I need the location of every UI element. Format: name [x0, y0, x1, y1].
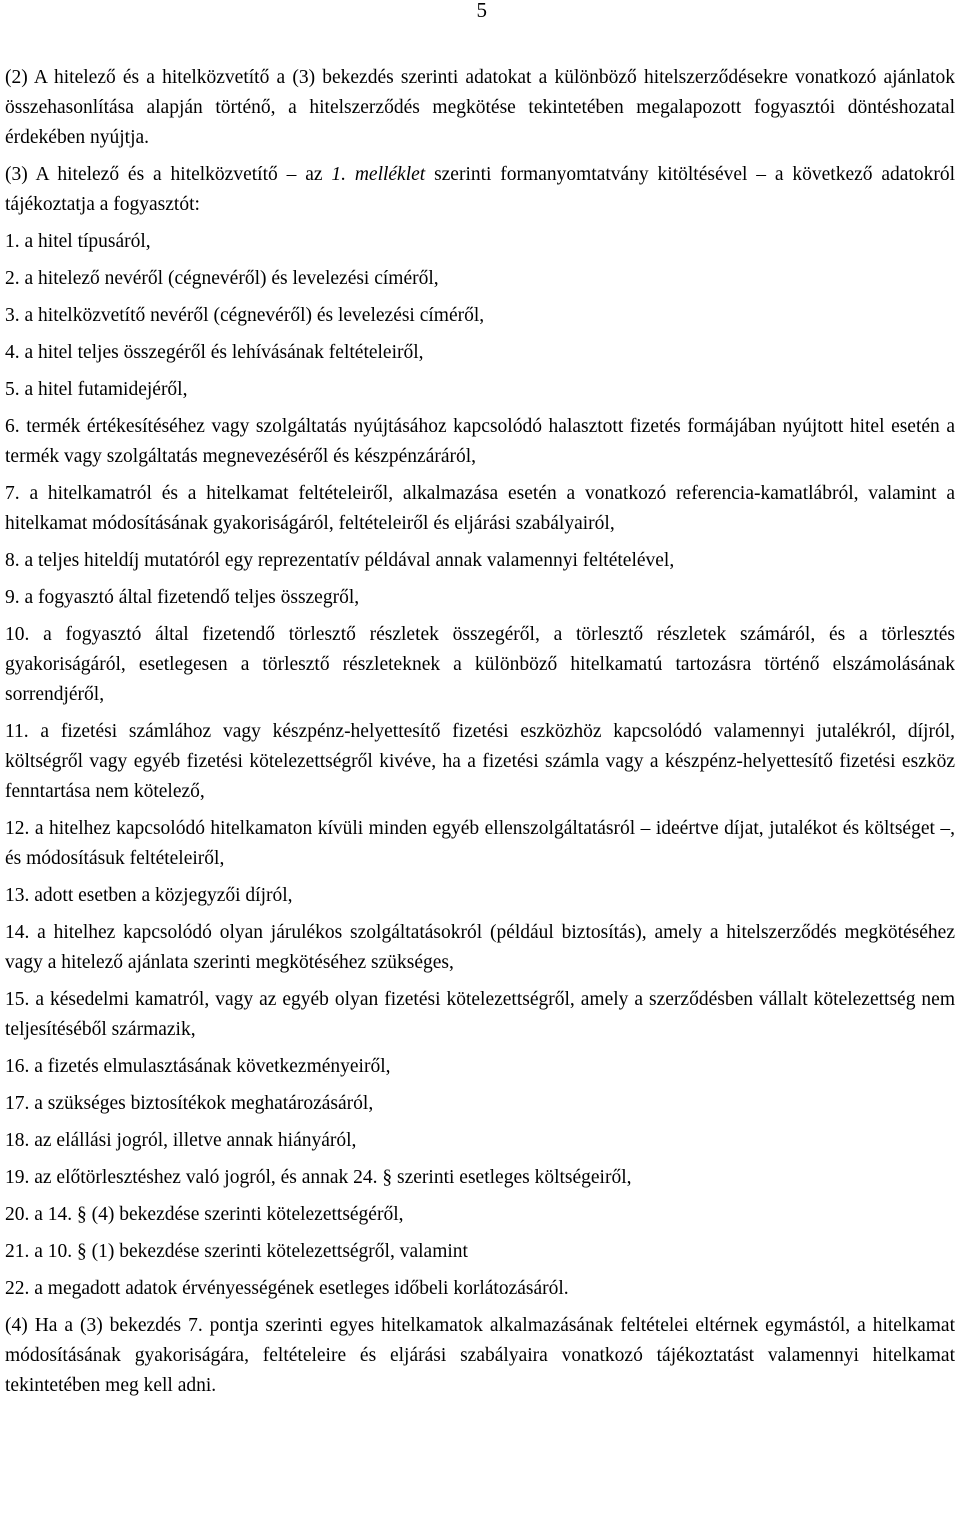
annex-reference: 1. melléklet: [331, 164, 426, 185]
item-number: 14.: [5, 922, 30, 943]
item-text: a hitelező nevéről (cégnevéről) és levelezési címéről,: [24, 268, 439, 289]
item-text: a fizetési számlához vagy készpénz-helyettesítő fizetési eszközhöz kapcsolódó valamennyi jutalékról, díjról, költségről vagy egyéb fizetési kötelezettségről kivéve, ha a fizetési számla vagy a készpénz-helyettesítő fizetési eszköz fenntartása nem kötelező,: [5, 721, 956, 802]
list-item: [5, 1274, 955, 1304]
item-number: 3.: [5, 305, 20, 326]
item-number: 7.: [5, 483, 20, 504]
item-number: 21.: [5, 1241, 30, 1262]
list-item: [5, 264, 955, 294]
list-item: [5, 1200, 955, 1230]
list-item: [5, 546, 955, 576]
list-item: [5, 412, 955, 472]
item-text: a hitelhez kapcsolódó olyan járulékos szolgáltatásokról (például biztosítás), amely a hitelszerződés megkötéséhez vagy a hitelező ajánlata szerinti megkötéséhez szükséges,: [5, 922, 955, 973]
item-number: 10.: [5, 624, 30, 645]
item-number: 4.: [5, 342, 20, 363]
item-number: 22.: [5, 1278, 30, 1299]
list-item: [5, 479, 955, 539]
list-item: [5, 301, 955, 331]
paragraph-3-rest: szerinti formanyomtatvány kitöltésével – a következő adatokról tájékoztatja a fogyasztót:: [5, 164, 955, 215]
item-number: 6.: [5, 416, 20, 437]
item-text: a 14. § (4) bekezdése szerinti kötelezettségéről,: [34, 1204, 404, 1225]
item-number: 5.: [5, 379, 20, 400]
list-item: [5, 1052, 955, 1082]
item-text: a hitel típusáról,: [24, 231, 151, 252]
item-text: a hitelhez kapcsolódó hitelkamaton kívüli minden egyéb ellenszolgáltatásról – ideértve díjat, jutalékot és költséget –, és módosításuk feltételeiről,: [5, 818, 955, 869]
list-item: [5, 1163, 955, 1193]
item-number: 8.: [5, 550, 20, 571]
item-text: a megadott adatok érvényességének esetleges időbeli korlátozásáról.: [34, 1278, 569, 1299]
item-text: a hitelközvetítő nevéről (cégnevéről) és levelezési címéről,: [24, 305, 485, 326]
item-text: termék értékesítéséhez vagy szolgáltatás nyújtásához kapcsolódó halasztott fizetés formájában nyújtott hitel esetén a termék vagy szolgáltatás megnevezéséről és készpénzáráról,: [5, 416, 956, 467]
item-text: a hitel teljes összegéről és lehívásának feltételeiről,: [24, 342, 424, 363]
item-number: 16.: [5, 1056, 30, 1077]
item-number: 15.: [5, 989, 30, 1010]
item-text: a fogyasztó által fizetendő törlesztő részletek összegéről, a törlesztő részletek számáról, és a törlesztés gyakoriságáról, esetlegesen a törlesztő részleteknek a különböző hitelkamatú tartozásra történő elszámolásának sorrendjéről,: [5, 624, 956, 705]
item-number: 2.: [5, 268, 20, 289]
list-item: [5, 717, 955, 807]
list-item: [5, 1089, 955, 1119]
item-list: [5, 227, 955, 1304]
list-item: [5, 1237, 955, 1267]
item-text: a hitel futamidejéről,: [24, 379, 188, 400]
list-item: [5, 338, 955, 368]
item-number: 1.: [5, 231, 20, 252]
item-text: az elállási jogról, illetve annak hiányáról,: [34, 1130, 357, 1151]
list-item: [5, 620, 955, 710]
document-body: [5, 63, 955, 1408]
list-item: [5, 881, 955, 911]
list-item: [5, 814, 955, 874]
list-item: [5, 227, 955, 257]
item-text: a teljes hiteldíj mutatóról egy reprezentatív példával annak valamennyi feltételével,: [24, 550, 675, 571]
item-number: 19.: [5, 1167, 30, 1188]
paragraph-2: (2) A hitelező és a hitelközvetítő a (3) bekezdés szerinti adatokat a különböző hitelszerződésekre vonatkozó ajánlatok összehasonlítása alapján történő, a hitelszerződés megkötése tekintetében megalapozott fogyasztói döntéshozatal érdekében nyújtja.: [5, 67, 955, 148]
item-text: az előtörlesztéshez való jogról, és annak 24. § szerinti esetleges költségeiről,: [34, 1167, 632, 1188]
item-number: 18.: [5, 1130, 30, 1151]
item-number: 17.: [5, 1093, 30, 1114]
item-text: adott esetben a közjegyzői díjról,: [34, 885, 293, 906]
item-text: a szükséges biztosítékok meghatározásáról,: [34, 1093, 374, 1114]
paragraph-4: (4) Ha a (3) bekezdés 7. pontja szerinti egyes hitelkamatok alkalmazásának feltételei eltérnek egymástól, a hitelkamat módosításának gyakoriságára, feltételeire és eljárási szabályaira vonatkozó tájékoztatást valamennyi hitelkamat tekintetében meg kell adni.: [5, 1315, 955, 1396]
paragraph-3-intro: (3) A hitelező és a hitelközvetítő – az: [5, 164, 332, 185]
item-number: 9.: [5, 587, 20, 608]
item-text: a fizetés elmulasztásának következményeiről,: [34, 1056, 391, 1077]
item-text: a késedelmi kamatról, vagy az egyéb olyan fizetési kötelezettségről, amely a szerződésben vállalt kötelezettség nem teljesítéséből származik,: [5, 989, 956, 1040]
item-number: 20.: [5, 1204, 30, 1225]
item-number: 12.: [5, 818, 30, 839]
page-number: 5: [476, 0, 487, 22]
list-item: [5, 918, 955, 978]
item-number: 13.: [5, 885, 30, 906]
paragraph-3: [5, 160, 955, 220]
list-item: [5, 985, 955, 1045]
item-text: a hitelkamatról és a hitelkamat feltételeiről, alkalmazása esetén a vonatkozó referencia-kamatlábról, valamint a hitelkamat módosításának gyakoriságáról, feltételeiről és eljárási szabályairól,: [5, 483, 956, 534]
list-item: [5, 375, 955, 405]
list-item: [5, 1126, 955, 1156]
item-text: a 10. § (1) bekezdése szerinti kötelezettségről, valamint: [34, 1241, 468, 1262]
item-text: a fogyasztó által fizetendő teljes összegről,: [24, 587, 360, 608]
item-number: 11.: [5, 721, 29, 742]
list-item: [5, 583, 955, 613]
